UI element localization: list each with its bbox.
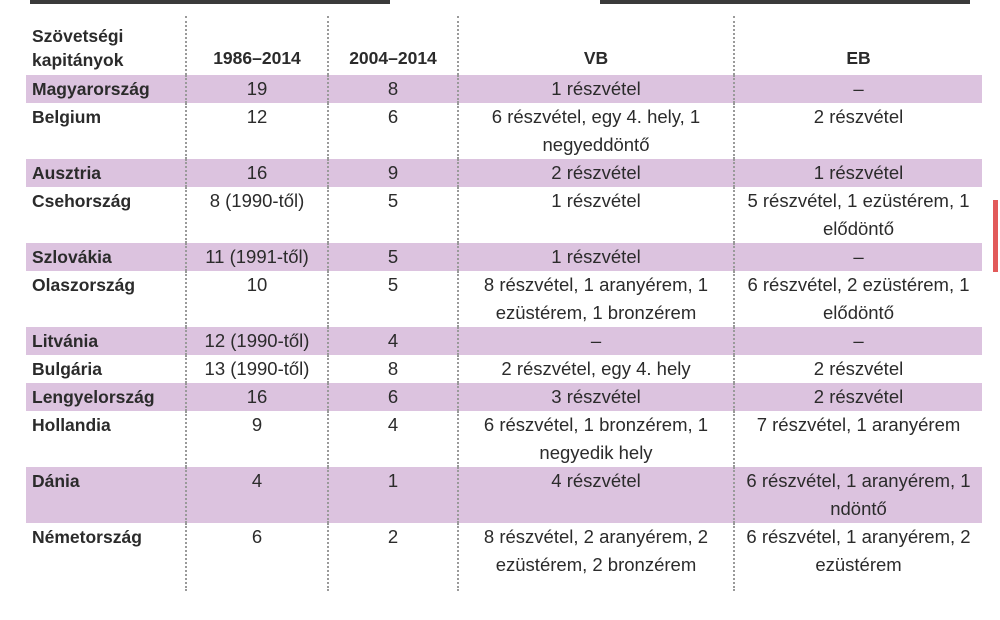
eb-result-cell: 6 részvétel, 1 aranyérem, 1 ndöntő [734, 467, 982, 523]
vb-result-cell: 1 részvétel [458, 187, 734, 243]
vb-result-cell: 2 részvétel [458, 159, 734, 187]
coaches-table [26, 16, 982, 591]
page-edge-accent [993, 200, 998, 272]
coaches-2004-2014-cell: 2 [328, 523, 458, 591]
coaches-2004-2014-cell: 6 [328, 103, 458, 159]
country-cell: Olaszország [32, 275, 136, 295]
country-cell: Litvánia [26, 327, 186, 355]
country-cell: Csehország [32, 191, 132, 211]
eb-result-cell: 5 részvétel, 1 ezüstérem, 1 elődöntő [734, 187, 982, 243]
coaches-1986-2014-cell: 16 [186, 383, 328, 411]
coaches-2004-2014-cell: 8 [328, 355, 458, 383]
table-row [26, 523, 982, 591]
vb-result-cell: 6 részvétel, 1 bronzérem, 1 negyedik hely [458, 411, 734, 467]
coaches-2004-2014-cell: 5 [328, 271, 458, 327]
coaches-1986-2014-cell: 9 [186, 411, 328, 467]
coaches-1986-2014-cell: 4 [186, 467, 328, 523]
vb-result-cell: – [458, 327, 734, 355]
table-row [26, 411, 982, 467]
coaches-2004-2014-cell: 5 [328, 187, 458, 243]
eb-result-cell: 6 részvétel, 1 aranyérem, 2 ezüstérem [734, 523, 982, 591]
vb-result-cell: 1 részvétel [458, 75, 734, 103]
vb-result-cell: 8 részvétel, 1 aranyérem, 1 ezüstérem, 1 bronzérem [458, 271, 734, 327]
coaches-2004-2014-cell: 5 [328, 243, 458, 271]
country-cell: Magyarország [26, 75, 186, 103]
vb-result-cell: 6 részvétel, egy 4. hely, 1 negyeddöntő [458, 103, 734, 159]
vb-result-cell: 1 részvétel [458, 243, 734, 271]
coaches-2004-2014-cell: 8 [328, 75, 458, 103]
country-cell: Németország [32, 527, 142, 547]
coaches-2004-2014-cell: 6 [328, 383, 458, 411]
eb-result-cell: 2 részvétel [734, 383, 982, 411]
table-row [26, 243, 982, 271]
top-strip-right [600, 0, 970, 4]
header-vb: VB [458, 16, 734, 75]
table-header-row [26, 16, 982, 75]
coaches-1986-2014-cell: 6 [186, 523, 328, 591]
eb-result-cell: 2 részvétel [734, 355, 982, 383]
vb-result-cell: 2 részvétel, egy 4. hely [458, 355, 734, 383]
country-cell: Dánia [26, 467, 186, 523]
table-row [26, 103, 982, 159]
table-row [26, 383, 982, 411]
country-cell: Ausztria [26, 159, 186, 187]
table-row [26, 159, 982, 187]
vb-result-cell: 3 részvétel [458, 383, 734, 411]
coaches-2004-2014-cell: 4 [328, 411, 458, 467]
table-row [26, 187, 982, 243]
table-row [26, 467, 982, 523]
table-row [26, 355, 982, 383]
eb-result-cell: 6 részvétel, 2 ezüstérem, 1 elődöntő [734, 271, 982, 327]
coaches-1986-2014-cell: 12 (1990-től) [186, 327, 328, 355]
coaches-1986-2014-cell: 8 (1990-től) [186, 187, 328, 243]
coaches-2004-2014-cell: 4 [328, 327, 458, 355]
table-row [26, 271, 982, 327]
header-eb: EB [734, 16, 982, 75]
coaches-1986-2014-cell: 12 [186, 103, 328, 159]
vb-result-cell: 8 részvétel, 2 aranyérem, 2 ezüstérem, 2 bronzérem [458, 523, 734, 591]
coaches-1986-2014-cell: 13 (1990-től) [186, 355, 328, 383]
country-cell: Bulgária [32, 359, 103, 379]
table-row [26, 327, 982, 355]
eb-result-cell: 1 részvétel [734, 159, 982, 187]
eb-result-cell: – [734, 327, 982, 355]
top-strip-left [30, 0, 390, 4]
header-country: Szövetségi kapitányok [32, 26, 124, 70]
header-1986-2014: 1986–2014 [186, 16, 328, 75]
eb-result-cell: – [734, 75, 982, 103]
coaches-2004-2014-cell: 1 [328, 467, 458, 523]
coaches-1986-2014-cell: 19 [186, 75, 328, 103]
country-cell: Hollandia [32, 415, 111, 435]
eb-result-cell: 2 részvétel [734, 103, 982, 159]
country-cell: Belgium [32, 107, 102, 127]
coaches-2004-2014-cell: 9 [328, 159, 458, 187]
table-row [26, 75, 982, 103]
coaches-1986-2014-cell: 10 [186, 271, 328, 327]
eb-result-cell: 7 részvétel, 1 aranyérem [734, 411, 982, 467]
coaches-1986-2014-cell: 16 [186, 159, 328, 187]
coaches-1986-2014-cell: 11 (1991-től) [186, 243, 328, 271]
eb-result-cell: – [734, 243, 982, 271]
country-cell: Lengyelország [26, 383, 186, 411]
table-body [26, 75, 982, 591]
vb-result-cell: 4 részvétel [458, 467, 734, 523]
header-2004-2014: 2004–2014 [328, 16, 458, 75]
country-cell: Szlovákia [26, 243, 186, 271]
